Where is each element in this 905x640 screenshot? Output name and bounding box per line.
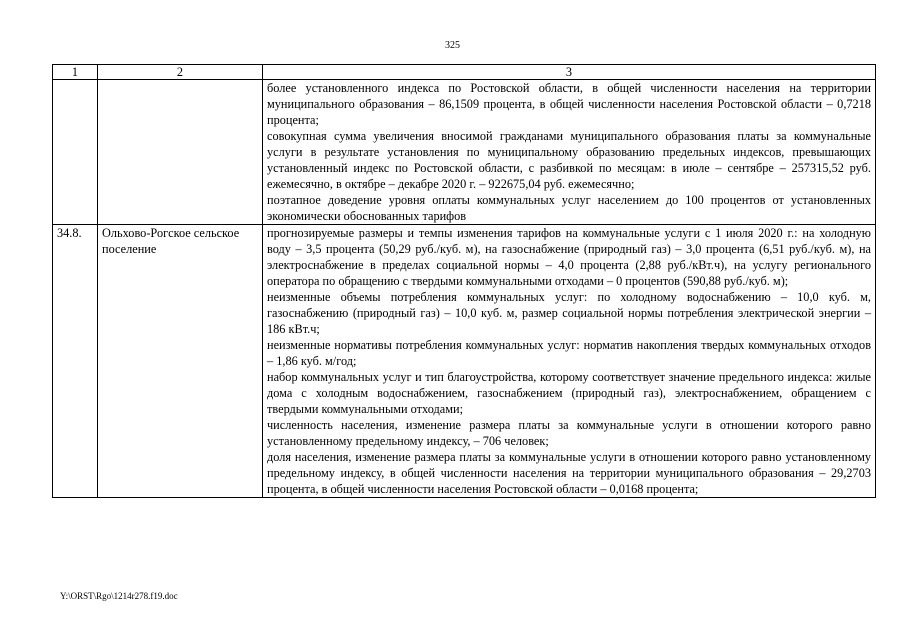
row-content [263, 80, 876, 225]
paragraph: численность населения, изменение размера платы за коммунальные услуги в отношении которого равно установленному предельному индексу, – 706 человек; [267, 418, 871, 448]
row-name [98, 80, 263, 225]
row-content [263, 225, 876, 498]
document-table [52, 64, 876, 498]
paragraph: совокупная сумма увеличения вносимой гражданами муниципального образования платы за коммунальные услуги в результате установления по муниципальному образованию предельных индексов, превышающих установленный индекс по Ростовской области, с разбивкой по месяцам: в июле – сентябре – 257315,52 руб. ежемесячно, в октябре – декабре 2020 г. – 922675,04 руб. ежемесячно; [267, 129, 871, 191]
page-number: 325 [445, 40, 460, 51]
header-cell-1: 1 [53, 65, 98, 80]
row-number: 34.8. [53, 225, 98, 498]
paragraph: неизменные нормативы потребления коммунальных услуг: норматив накопления твердых коммунальных отходов – 1,86 куб. м/год; [267, 338, 871, 368]
row-number [53, 80, 98, 225]
paragraph: набор коммунальных услуг и тип благоустройства, которому соответствует значение предельного индекса: жилые дома с холодным водоснабжением, газоснабжением (природный газ), электроснабжением, обращением с твердыми коммунальными отходами; [267, 370, 871, 416]
paragraph: поэтапное доведение уровня оплаты коммунальных услуг населением до 100 процентов от установленных экономически обоснованных тарифов [267, 193, 871, 223]
paragraph: неизменные объемы потребления коммунальных услуг: по холодному водоснабжению – 10,0 куб. м, газоснабжению (природный газ) – 10,0 куб. м, размер социальной нормы потребления электрической энергии – 186 кВт.ч; [267, 290, 871, 336]
table-row [53, 225, 876, 498]
header-cell-2: 2 [98, 65, 263, 80]
header-cell-3: 3 [263, 65, 876, 80]
paragraph: прогнозируемые размеры и темпы изменения тарифов на коммунальные услуги с 1 июля 2020 г.: на холодную воду – 3,5 процента (50,29 руб./куб. м), на газоснабжение (природный газ) – 3,0 процента (6,51 руб./куб. м), на электроснабжение в пределах социальной нормы – 4,0 процента (2,88 руб./кВт.ч), на услугу регионального оператора по обращению с твердыми коммунальными отходами – 0 процентов (590,88 руб./куб. м); [267, 226, 871, 288]
footer-file-path: Y:\ORST\Rgo\1214r278.f19.doc [60, 591, 178, 601]
row-name: Ольхово-Рогское сельское поселение [98, 225, 263, 498]
paragraph: более установленного индекса по Ростовской области, в общей численности населения на территории муниципального образования – 86,1509 процента, в общей численности населения Ростовской области – 0,7218 процента; [267, 81, 871, 127]
table-row [53, 80, 876, 225]
table-header-row [53, 65, 876, 80]
paragraph: доля населения, изменение размера платы за коммунальные услуги в отношении которого равно установленному предельному индексу, в общей численности населения на территории муниципального образования – 29,2703 процента, в общей численности населения Ростовской области – 0,0168 процента; [267, 450, 871, 496]
